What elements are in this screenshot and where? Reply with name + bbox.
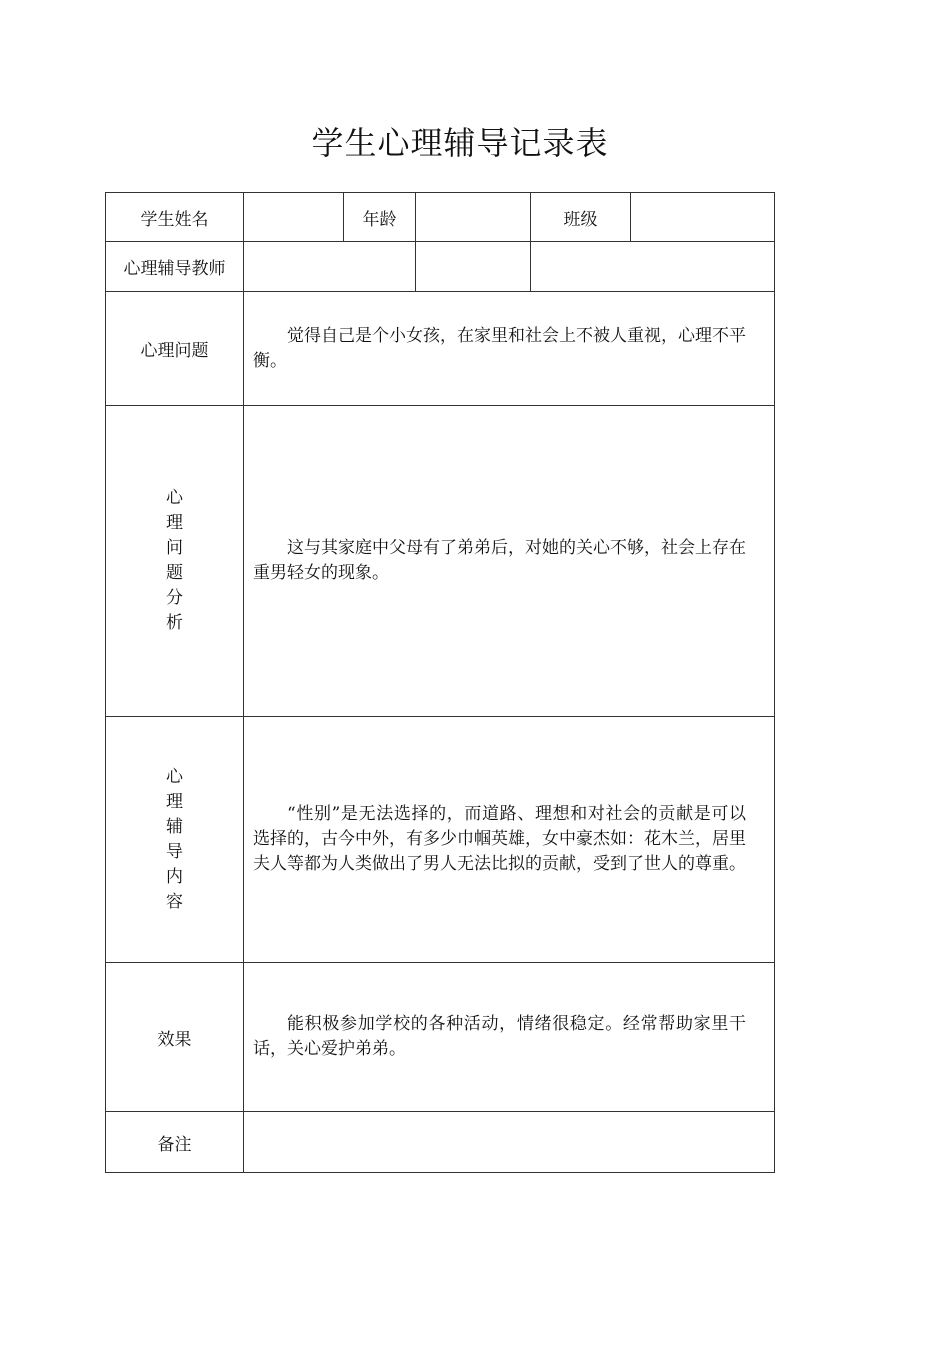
content-label-char: 理 bbox=[166, 791, 183, 812]
analysis-label bbox=[106, 406, 244, 717]
class-label: 班级 bbox=[531, 193, 631, 242]
content-label-char: 内 bbox=[166, 866, 183, 887]
row-basic-info bbox=[106, 193, 775, 242]
analysis-text[interactable]: 这与其家庭中父母有了弟弟后，对她的关心不够，社会上存在重男轻女的现象。 bbox=[244, 406, 775, 717]
content-label-char: 导 bbox=[166, 841, 183, 862]
record-table bbox=[105, 192, 775, 1173]
content-label-char: 心 bbox=[166, 766, 183, 787]
problem-label: 心理问题 bbox=[106, 292, 244, 406]
counseling-content-text[interactable]: “性别”是无法选择的，而道路、理想和对社会的贡献是可以选择的，古今中外，有多少巾帼英雄，女中豪杰如：花木兰，居里夫人等都为人类做出了男人无法比拟的贡献，受到了世人的尊重。 bbox=[244, 717, 775, 963]
remarks-label: 备注 bbox=[106, 1112, 244, 1173]
analysis-label-char: 心 bbox=[166, 488, 183, 508]
counseling-content-label bbox=[106, 717, 244, 963]
student-name-label: 学生姓名 bbox=[106, 193, 244, 242]
row-effect bbox=[106, 963, 775, 1112]
teacher-extra-cell-2[interactable] bbox=[531, 242, 775, 292]
student-name-field[interactable] bbox=[244, 193, 344, 242]
teacher-label: 心理辅导教师 bbox=[106, 242, 244, 292]
row-problem bbox=[106, 292, 775, 406]
age-label: 年龄 bbox=[344, 193, 416, 242]
analysis-label-char: 析 bbox=[166, 613, 183, 633]
problem-text[interactable]: 觉得自己是个小女孩，在家里和社会上不被人重视，心理不平衡。 bbox=[244, 292, 775, 406]
row-counseling-content bbox=[106, 717, 775, 963]
class-field[interactable] bbox=[631, 193, 775, 242]
analysis-label-char: 题 bbox=[166, 563, 183, 583]
teacher-extra-cell[interactable] bbox=[416, 242, 531, 292]
analysis-label-char: 分 bbox=[166, 588, 183, 608]
effect-label: 效果 bbox=[106, 963, 244, 1112]
row-teacher bbox=[106, 242, 775, 292]
row-remarks bbox=[106, 1112, 775, 1173]
content-label-char: 辅 bbox=[166, 816, 183, 837]
age-field[interactable] bbox=[416, 193, 531, 242]
page-title: 学生心理辅导记录表 bbox=[311, 124, 609, 162]
analysis-label-char: 问 bbox=[166, 538, 183, 558]
analysis-label-char: 理 bbox=[166, 513, 183, 533]
remarks-field[interactable] bbox=[244, 1112, 775, 1173]
row-analysis bbox=[106, 406, 775, 717]
teacher-field[interactable] bbox=[244, 242, 416, 292]
effect-text[interactable]: 能积极参加学校的各种活动，情绪很稳定。经常帮助家里干话，关心爱护弟弟。 bbox=[244, 963, 775, 1112]
content-label-char: 容 bbox=[166, 891, 183, 912]
